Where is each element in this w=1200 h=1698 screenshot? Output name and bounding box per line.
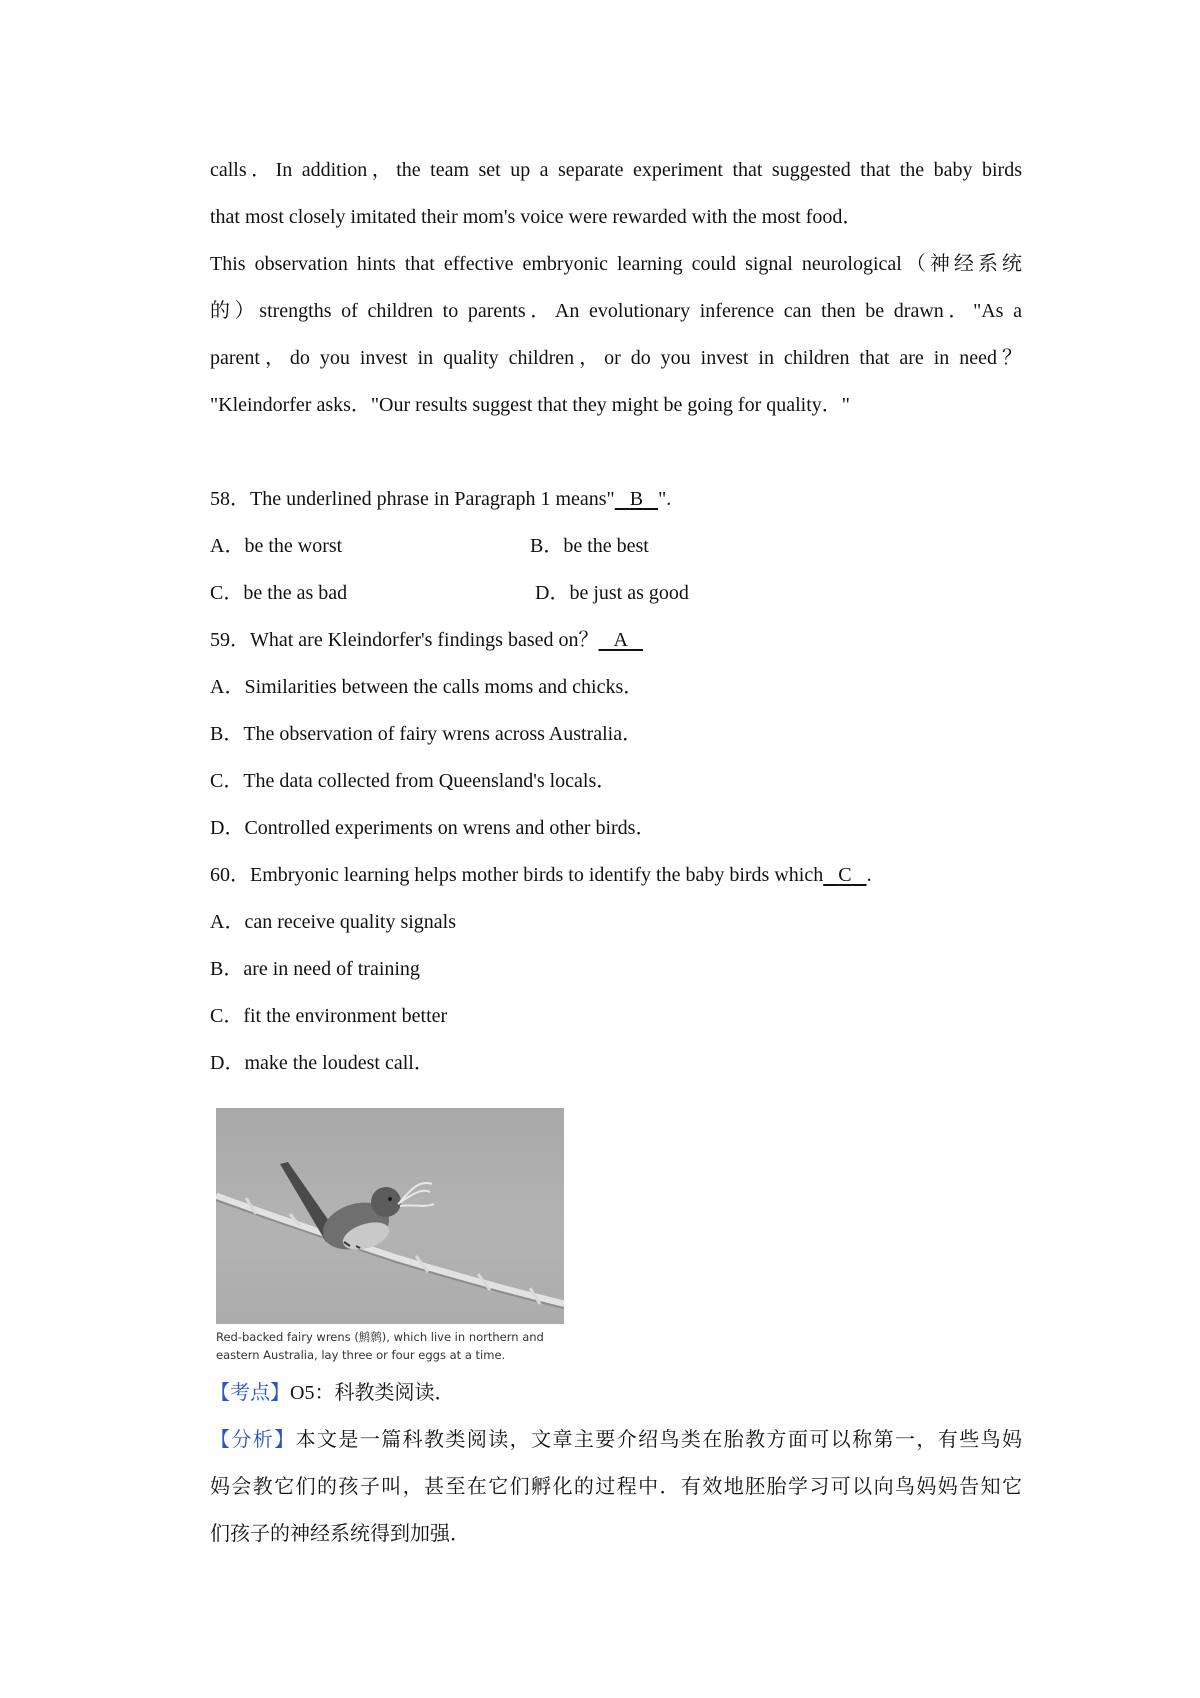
kaodian-text: O5：科教类阅读． <box>290 1382 455 1404</box>
question-stem-text: 60．Embryonic learning helps mother birds to identify the baby birds which <box>210 864 824 886</box>
option-row <box>210 579 1022 607</box>
passage-line: calls．In addition，the team set up a separate experiment that suggested that the baby birds <box>210 159 1022 181</box>
option-d: D．make the loudest call． <box>210 1052 434 1074</box>
option-d: D．Controlled experiments on wrens and other birds． <box>210 817 656 839</box>
option-b: B．be the best <box>530 535 649 557</box>
passage-line: "Kleindorfer asks．"Our results suggest that they might be going for quality．" <box>210 394 850 416</box>
option-b: B．The observation of fairy wrens across Australia． <box>210 723 643 745</box>
answer-blank <box>615 485 658 513</box>
kaodian-tag: 【考点】 <box>210 1382 290 1404</box>
option-a: A．can receive quality signals <box>210 911 457 933</box>
option-c: C．be the as bad <box>210 582 348 604</box>
answer-blank <box>823 861 866 889</box>
option-d: D．be just as good <box>535 582 689 604</box>
answer-letter: A <box>613 629 628 651</box>
fenxi-line: 妈会教它们的孩子叫，甚至在它们孵化的过程中．有效地胚胎学习可以向鸟妈妈告知它 <box>210 1476 1022 1498</box>
option-c: C．fit the environment better <box>210 1005 448 1027</box>
passage-line: parent，do you invest in quality children，or do you invest in children that are in need？ <box>210 347 1022 369</box>
question-60-stem <box>210 861 872 889</box>
fairy-wren-illustration <box>216 1108 564 1324</box>
question-stem-end: ". <box>658 488 672 510</box>
kaodian-line <box>210 1379 454 1407</box>
option-c: C．The data collected from Queensland's locals． <box>210 770 617 792</box>
passage-line: that most closely imitated their mom's voice were rewarded with the most food． <box>210 206 863 228</box>
passage-line: This observation hints that effective embryonic learning could signal neurological（神经系统 <box>210 253 1022 275</box>
option-b: B．are in need of training <box>210 958 420 980</box>
question-stem-text: 59．What are Kleindorfer's findings based on？ <box>210 629 599 651</box>
answer-letter: C <box>838 864 852 886</box>
figure-caption <box>216 1328 568 1364</box>
passage-line: 的）strengths of children to parents．An evolutionary inference can then be drawn．"As a <box>210 300 1022 322</box>
question-58-stem <box>210 485 671 513</box>
fenxi-tag: 【分析】 <box>210 1429 296 1451</box>
option-a: A．be the worst <box>210 535 343 557</box>
answer-letter: B <box>629 488 644 510</box>
fenxi-line <box>210 1426 1022 1454</box>
caption-line: eastern Australia, lay three or four eggs at a time. <box>216 1348 506 1362</box>
question-stem-end: . <box>866 864 872 886</box>
caption-line: Red-backed fairy wrens (鹪鹩), which live in northern and <box>216 1330 544 1344</box>
fenxi-line: 们孩子的神经系统得到加强． <box>210 1523 470 1545</box>
fairy-wren-photo <box>216 1108 564 1324</box>
question-stem-text: 58．The underlined phrase in Paragraph 1 means" <box>210 488 615 510</box>
question-59-stem <box>210 626 643 654</box>
fenxi-text: 本文是一篇科教类阅读，文章主要介绍鸟类在胎教方面可以称第一，有些鸟妈 <box>295 1429 1023 1451</box>
option-a: A．Similarities between the calls moms and chicks． <box>210 676 644 698</box>
answer-blank <box>599 626 643 654</box>
bird-figure <box>212 1108 564 1370</box>
option-row <box>210 532 1022 560</box>
